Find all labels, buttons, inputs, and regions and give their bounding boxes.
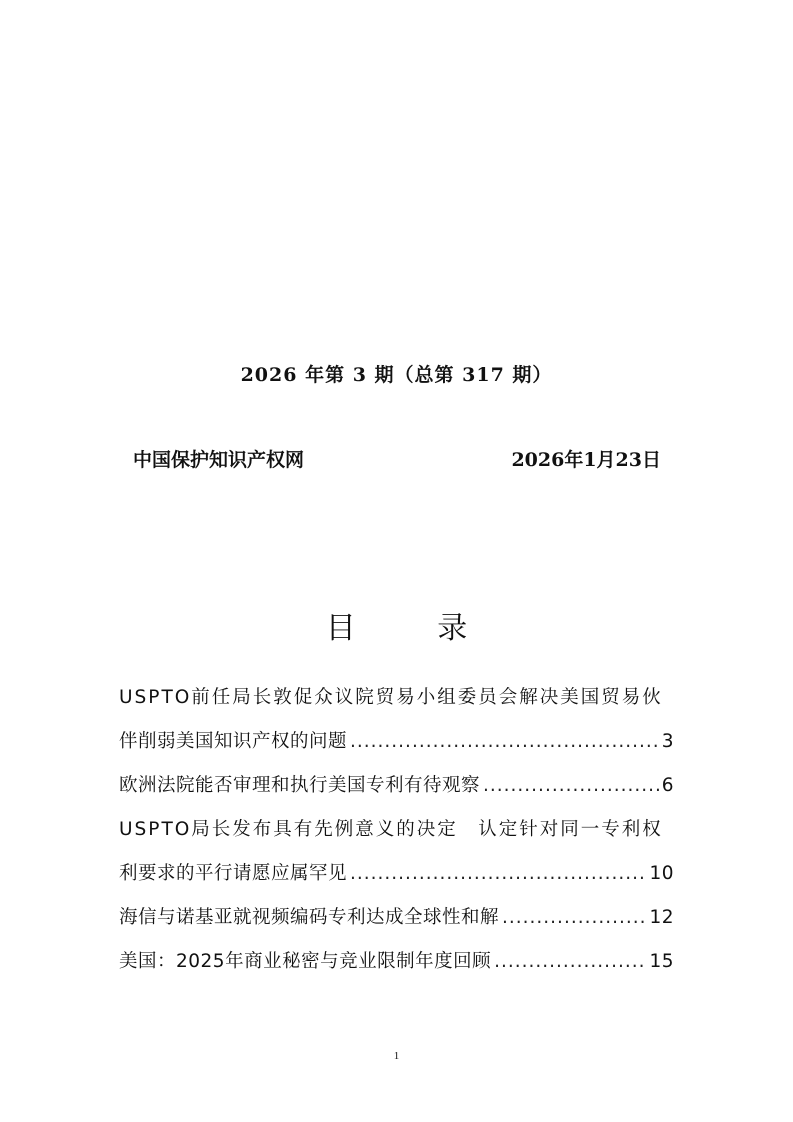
table-of-contents [119,676,674,984]
issue-line: 2026 年第 3 期（总第 317 期） [240,364,553,386]
toc-leader-dots [483,764,659,808]
toc-leader-dots [350,852,646,896]
toc-entry[interactable] [119,764,674,808]
toc-entry-title-cont: 利要求的平行请愿应属罕见 [119,863,348,884]
toc-leader-dots [502,896,646,940]
publication-date: 2026年1月23日 [511,449,661,471]
toc-leader-dots [350,720,659,764]
toc-page-number: 3 [661,731,674,752]
toc-page-number: 15 [649,951,674,972]
toc-leader-dots [494,940,646,984]
toc-page-number: 10 [649,863,674,884]
toc-entry-title: USPTO前任局长敦促众议院贸易小组委员会解决美国贸易伙 [119,687,663,708]
toc-entry[interactable] [119,940,674,984]
toc-entry-title: 美国：2025年商业秘密与竞业限制年度回顾 [119,951,492,972]
toc-title: 目 录 [325,611,504,646]
toc-entry[interactable] [119,896,674,940]
toc-entry[interactable] [119,808,674,896]
toc-entry-title-cont: 伴削弱美国知识产权的问题 [119,731,348,752]
toc-page-number: 6 [661,775,674,796]
toc-entry-title: 欧洲法院能否审理和执行美国专利有待观察 [119,775,481,796]
publisher-name: 中国保护知识产权网 [133,449,305,471]
toc-entry[interactable] [119,676,674,764]
toc-page-number: 12 [649,907,674,928]
toc-entry-title: USPTO局长发布具有先例意义的决定 认定针对同一专利权 [119,819,663,840]
toc-entry-title: 海信与诺基亚就视频编码专利达成全球性和解 [119,907,500,928]
page-number: 1 [393,1050,400,1062]
